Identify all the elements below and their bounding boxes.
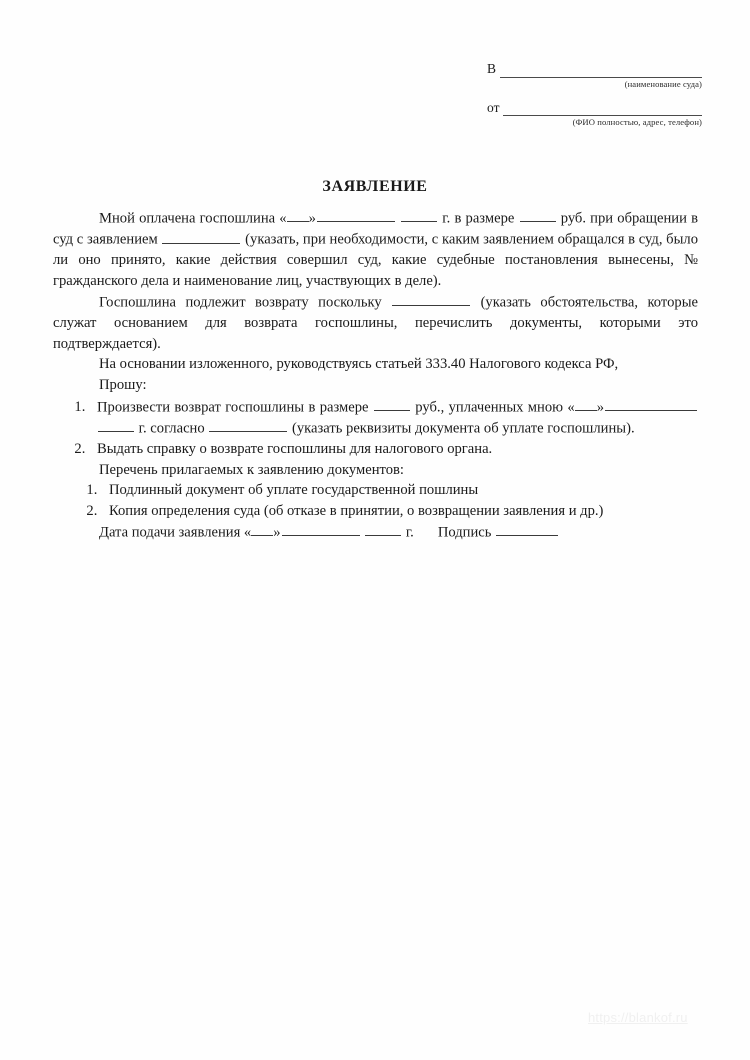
applicant-caption: (ФИО полностью, адрес, телефон): [572, 117, 702, 128]
req1-text-4: г. согласно: [138, 420, 205, 437]
p1-amount-blank[interactable]: [520, 208, 556, 222]
applicant-label: от: [487, 99, 500, 115]
signature-label: Подпись: [437, 524, 492, 541]
req1-text-1: Произвести возврат госпошлины в размере: [97, 399, 369, 416]
paragraph-payment: [53, 208, 698, 292]
p1-day-blank[interactable]: [287, 208, 309, 222]
p1-text-5: (указать, при необходимости, с каким заявлением обращался в суд, было ли оно принято, какие действия совершил суд, какие судебные постановления вынесены, № гражданского дела и наименование лиц, участвующих в деле).: [53, 231, 698, 289]
signature-blank[interactable]: [496, 522, 558, 536]
p2-text-2: (указать обстоятельства, которые служат основанием для возврата госпошлины, перечислить документы, которыми это подтверждается).: [53, 294, 698, 352]
applicant-row: [487, 101, 702, 117]
date-year-blank[interactable]: [365, 522, 401, 536]
p1-text-2: »: [308, 210, 316, 227]
req1-text-3: »: [596, 399, 604, 416]
p1-text-1: Мной оплачена госпошлина «: [99, 210, 287, 227]
date-text-3: г.: [405, 524, 414, 541]
court-name-label: В: [487, 61, 497, 76]
attachment-item: 1. Подлинный документ об уплате государственной пошлины: [101, 480, 698, 501]
req1-amount-blank[interactable]: [374, 397, 410, 411]
attachments-heading: Перечень прилагаемых к заявлению документов:: [99, 461, 404, 478]
court-name-row: [487, 62, 702, 78]
p2-text-1: Госпошлина подлежит возврату поскольку: [99, 294, 382, 311]
p2-grounds-blank[interactable]: [392, 292, 470, 306]
attachment-item: 2. Копия определения суда (об отказе в принятии, о возвращении заявления и др.): [101, 501, 698, 522]
attachments-list: [53, 480, 698, 521]
req1-text-5: (указать реквизиты документа об уплате госпошлины).: [291, 420, 635, 437]
req1-year-blank[interactable]: [98, 418, 134, 432]
date-text-1: Дата подачи заявления «: [99, 524, 252, 541]
request-list: [53, 397, 698, 460]
paragraph-refund-grounds: [53, 292, 698, 355]
date-day-blank[interactable]: [251, 522, 273, 536]
date-text-2: »: [273, 524, 281, 541]
applicant-blank[interactable]: [503, 102, 702, 116]
request-item-2: 2. Выдать справку о возврате госпошлины для налогового органа.: [89, 439, 698, 460]
req1-doc-blank[interactable]: [209, 418, 287, 432]
req1-text-2: руб., уплаченных мною «: [415, 399, 575, 416]
addressee-block: [487, 62, 702, 128]
p1-claim-blank[interactable]: [162, 229, 240, 243]
court-name-caption: (наименование суда): [624, 78, 702, 89]
p1-text-3: г. в размере: [442, 210, 515, 227]
request-item-1: [89, 397, 698, 439]
document-body: [53, 208, 698, 543]
date-month-blank[interactable]: [282, 522, 360, 536]
p1-text-4: руб. при обращении в суд с заявлением: [53, 210, 698, 248]
req1-day-blank[interactable]: [575, 397, 597, 411]
paragraph-legal-basis: На основании изложенного, руководствуясь статьей 333.40 Налогового кодекса РФ,: [99, 356, 619, 373]
court-name-blank[interactable]: [500, 64, 702, 78]
source-watermark: https://blankof.ru: [588, 1010, 688, 1025]
req1-month-blank[interactable]: [605, 397, 697, 411]
request-heading: Прошу:: [99, 377, 147, 394]
date-signature-line: [53, 522, 698, 543]
p1-year-blank[interactable]: [401, 208, 437, 222]
page-title: ЗАЯВЛЕНИЕ: [322, 178, 428, 195]
p1-month-blank[interactable]: [317, 208, 395, 222]
